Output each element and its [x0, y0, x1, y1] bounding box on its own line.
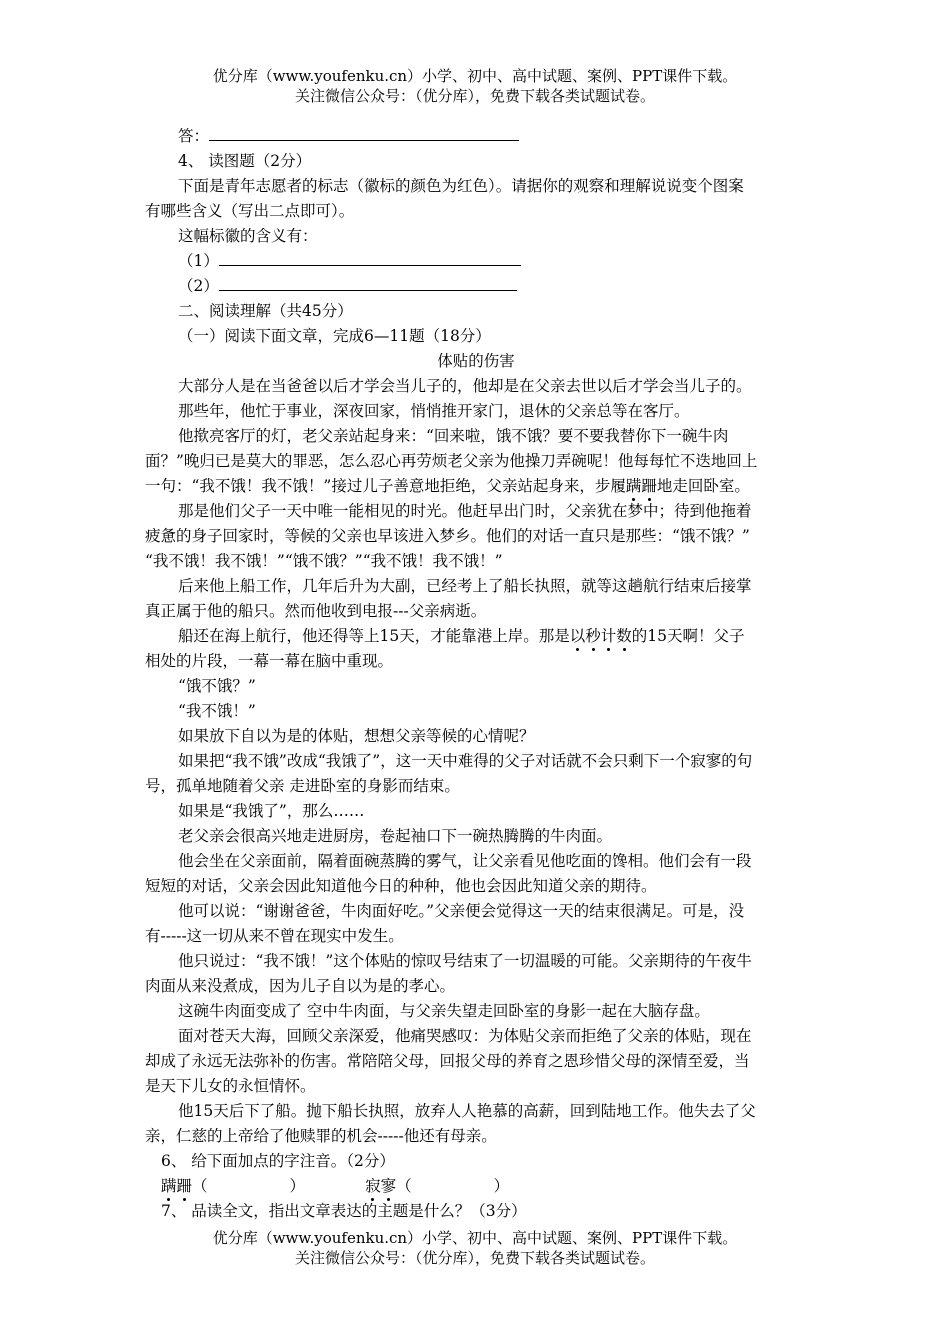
dotted-char: 蹒 [161, 1177, 177, 1195]
answer-blank[interactable] [209, 126, 519, 141]
q4-title: 4、 读图题（2分） [178, 152, 312, 170]
document-body [145, 124, 807, 1224]
article-p13-line2: 短短的对话，父亲会因此知道他今日的种种，他也会因此知道父亲的期待。 [145, 877, 657, 895]
article-p11: 如果是“我饿了”，那么…… [178, 802, 365, 820]
q4-item-2-label: （2） [178, 277, 219, 295]
q6-paren-close-2: ） [493, 1177, 510, 1195]
q4-item-1-label: （1） [178, 252, 219, 270]
answer-line [145, 124, 807, 149]
article-p14-line1: 他可以说：“谢谢爸爸，牛肉面好吃。”父亲便会觉得这一天的结束很满足。可是，没 [178, 902, 745, 920]
article-p2: 那些年，他忙于事业，深夜回家，悄悄推开家门，退休的父亲总等在客厅。 [178, 402, 690, 420]
dotted-char: 寥 [380, 1177, 397, 1195]
article-p1: 大部分人是在当爸爸以后才学会当儿子的，他却是在父亲去世以后才学会当儿子的。 [178, 377, 752, 395]
article-p3-line2: 面？”晚归已是莫大的罪恶，怎么忍心再劳烦老父亲为他操刀弄碗呢！他每每忙不迭地回上 [145, 452, 758, 470]
article-p3-line1: 他揿亮客厅的灯，老父亲站起身来：“回来啦，饿不饿？要不要我替你下一碗牛肉 [178, 427, 729, 445]
q6-paren-close-1: ） [289, 1177, 306, 1195]
article-p4-line1: 那是他们父子一天中唯一能相见的时光。他赶早出门时，父亲犹在梦中；待到他拖着 [178, 502, 752, 520]
article-p15-line1: 他只说过：“我不饿！”这个体贴的惊叹号结束了一切温暖的可能。父亲期待的午夜牛 [178, 952, 752, 970]
q6-paren-open-2: （ [396, 1177, 412, 1195]
footer-line-1: 优分库（www.youfenku.cn）小学、初中、高中试题、案例、PPT课件下载。 [212, 1229, 738, 1247]
p6-text-post: 的15天啊！父子 [631, 627, 745, 645]
article-p15-line2: 肉面从来没煮成，因为儿子自以为是的孝心。 [145, 977, 456, 995]
article-p17-line3: 是天下儿女的永恒情怀。 [145, 1077, 316, 1095]
header-line-1: 优分库（www.youfenku.cn）小学、初中、高中试题、案例、PPT课件下载。 [212, 67, 738, 85]
section2-part1: （一）阅读下面文章，完成6—11题（18分） [178, 327, 491, 345]
footer-line-2: 关注微信公众号：（优分库），免费下载各类试题试卷。 [294, 1249, 655, 1267]
article-p3-line3 [145, 474, 807, 499]
dotted-char: 跚 [176, 1177, 193, 1195]
dotted-char: 秒 [585, 627, 601, 645]
article-p4-line3: “我不饿！我不饿！”“饿不饿？”“我不饿！我不饿！” [145, 552, 503, 570]
dotted-char: 以 [569, 627, 586, 645]
article-p5-line1: 后来他上船工作，几年后升为大副，已经考上了船长执照，就等这趟航行结束后接掌 [178, 577, 752, 595]
q4-prompt: 这幅标徽的含义有： [178, 227, 318, 245]
dotted-word-yi-miao-ji-shu [570, 627, 632, 645]
article-p9: 如果放下自以为是的体贴，想想父亲等候的心情呢？ [178, 727, 535, 745]
q7-title: 7、 品读全文，指出文章表达的主题是什么？（3分） [161, 1202, 527, 1220]
q4-item-1 [145, 249, 807, 274]
article-p4-line2: 疲惫的身子回家时，等候的父亲也早该进入梦乡。他们的对话一直只是那些：“饿不饿？” [145, 527, 750, 545]
article-p6-line2: 相处的片段，一幕一幕在脑中重现。 [145, 652, 394, 670]
page-header [0, 66, 950, 106]
q6-title: 6、 给下面加点的字注音。（2分） [161, 1152, 395, 1170]
q4-item-2 [145, 274, 807, 299]
article-p10-line1: 如果把“我不饿”改成“我饿了”，这一天中难得的父子对话就不会只剩下一个寂寥的句 [178, 752, 753, 770]
q4-desc-2: 有哪些含义（写出二点即可）。 [145, 202, 355, 220]
article-p17-line1: 面对苍天大海，回顾父亲深爱，他痛哭感叹：为体贴父亲而拒绝了父亲的体贴，现在 [178, 1027, 752, 1045]
answer-label: 答： [178, 127, 210, 145]
q4-item-2-blank[interactable] [219, 276, 517, 291]
article-p5-line2: 真正属于他的船只。然而他收到电报---父亲病逝。 [145, 602, 487, 620]
p6-text-pre: 船还在海上航行，他还得等上15天，才能靠港上岸。那是 [178, 627, 570, 645]
q4-item-1-blank[interactable] [219, 251, 521, 266]
article-p13-line1: 他会坐在父亲面前，隔着面碗蒸腾的雾气，让父亲看见他吃面的馋相。他们会有一段 [178, 852, 752, 870]
dotted-char: 蹒 [625, 477, 642, 495]
page-footer [0, 1228, 950, 1268]
article-p12: 老父亲会很高兴地走进厨房，卷起袖口下一碗热腾腾的牛肉面。 [178, 827, 613, 845]
article-p16: 这碗牛肉面变成了 空中牛肉面，与父亲失望走回卧室的身影一起在大脑存盘。 [178, 1002, 710, 1020]
dotted-char: 数 [616, 627, 632, 645]
q6-answer-line [145, 1174, 807, 1199]
dotted-word-pan-shan [626, 477, 657, 495]
article-p7: “饿不饿？” [178, 677, 256, 695]
article-title: 体贴的伤害 [437, 352, 515, 370]
article-p10-line2: 号，孤单地随着父亲 走进卧室的身影而结束。 [145, 777, 460, 795]
dotted-char: 跚 [641, 477, 657, 495]
dotted-char: 计 [600, 627, 617, 645]
q6-word-1 [161, 1177, 192, 1195]
p3-text-post: 地走回卧室。 [656, 477, 750, 495]
p3-text-pre: 一句：“我不饿！我不饿！”接过儿子善意地拒绝，父亲站起身来，步履 [145, 477, 626, 495]
section2-title: 二、阅读理解（共45分） [178, 302, 353, 320]
article-p17-line2: 却成了永远无法弥补的伤害。常陪陪父母，回报父母的养育之恩珍惜父母的深情至爱，当 [145, 1052, 750, 1070]
q6-paren-open-1: （ [192, 1177, 208, 1195]
article-p6-line1 [145, 624, 807, 649]
article-p8: “我不饿！” [178, 702, 256, 720]
dotted-char: 寂 [365, 1177, 381, 1195]
article-p18-line2: 亲，仁慈的上帝给了他赎罪的机会-----他还有母亲。 [145, 1127, 497, 1145]
article-p18-line1: 他15天后下了船。抛下船长执照，放弃人人艳慕的高薪，回到陆地工作。他失去了父 [178, 1102, 756, 1120]
q4-desc-1: 下面是青年志愿者的标志（徽标的颜色为红色）。请据你的观察和理解说说变个图案 [178, 177, 744, 195]
q6-word-2 [365, 1177, 396, 1195]
header-line-2: 关注微信公众号：（优分库），免费下载各类试题试卷。 [294, 87, 655, 105]
article-p14-line2: 有-----这一切从来不曾在现实中发生。 [145, 927, 404, 945]
